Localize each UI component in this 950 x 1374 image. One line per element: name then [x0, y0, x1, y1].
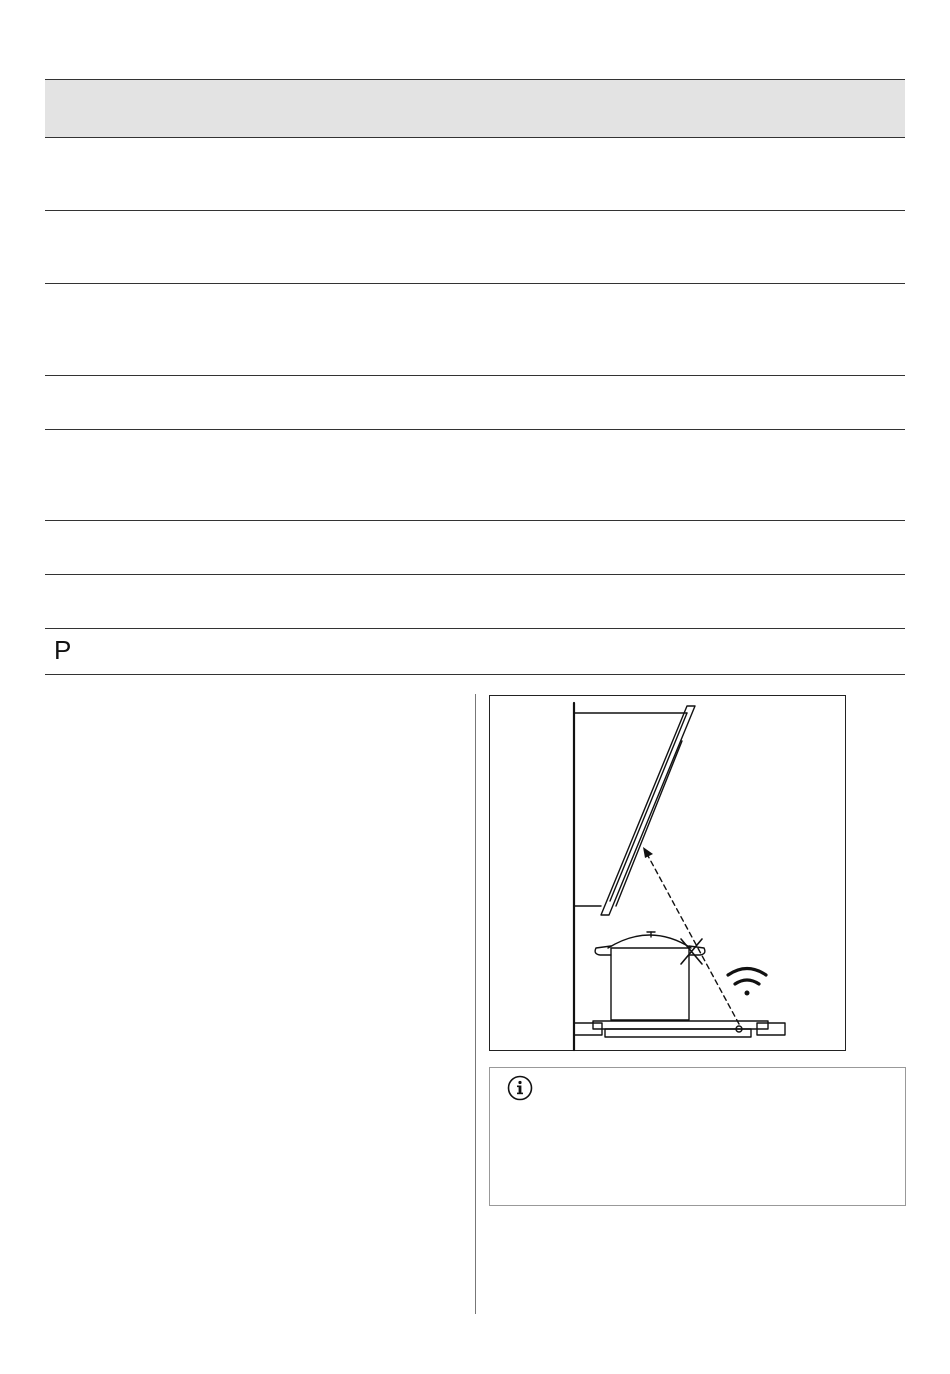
table-row-rule — [45, 283, 905, 284]
table-row-rule — [45, 628, 905, 629]
table-row-rule — [45, 574, 905, 575]
info-note-box — [489, 1067, 906, 1206]
table-row-rule — [45, 210, 905, 211]
hood-inner-line — [616, 741, 682, 906]
table-header-rule — [45, 137, 905, 138]
table-bottom-rule — [45, 674, 905, 675]
hood-illustration-svg — [490, 696, 847, 1052]
table-top-rule — [45, 79, 905, 80]
info-icon — [507, 1075, 533, 1101]
table-row-symbol: P — [54, 635, 72, 665]
column-divider — [475, 694, 476, 1314]
hood-glass-panel — [601, 706, 695, 915]
table-row-rule — [45, 429, 905, 430]
hob-icon — [574, 1021, 785, 1037]
table-header — [45, 79, 905, 137]
blocked-cross-icon — [681, 939, 702, 964]
table-row-rule — [45, 520, 905, 521]
pot-icon — [595, 932, 705, 1020]
hood-illustration — [489, 695, 846, 1051]
table-row-rule — [45, 375, 905, 376]
wifi-signal-icon — [728, 969, 766, 996]
hood-front-edge — [610, 713, 687, 901]
